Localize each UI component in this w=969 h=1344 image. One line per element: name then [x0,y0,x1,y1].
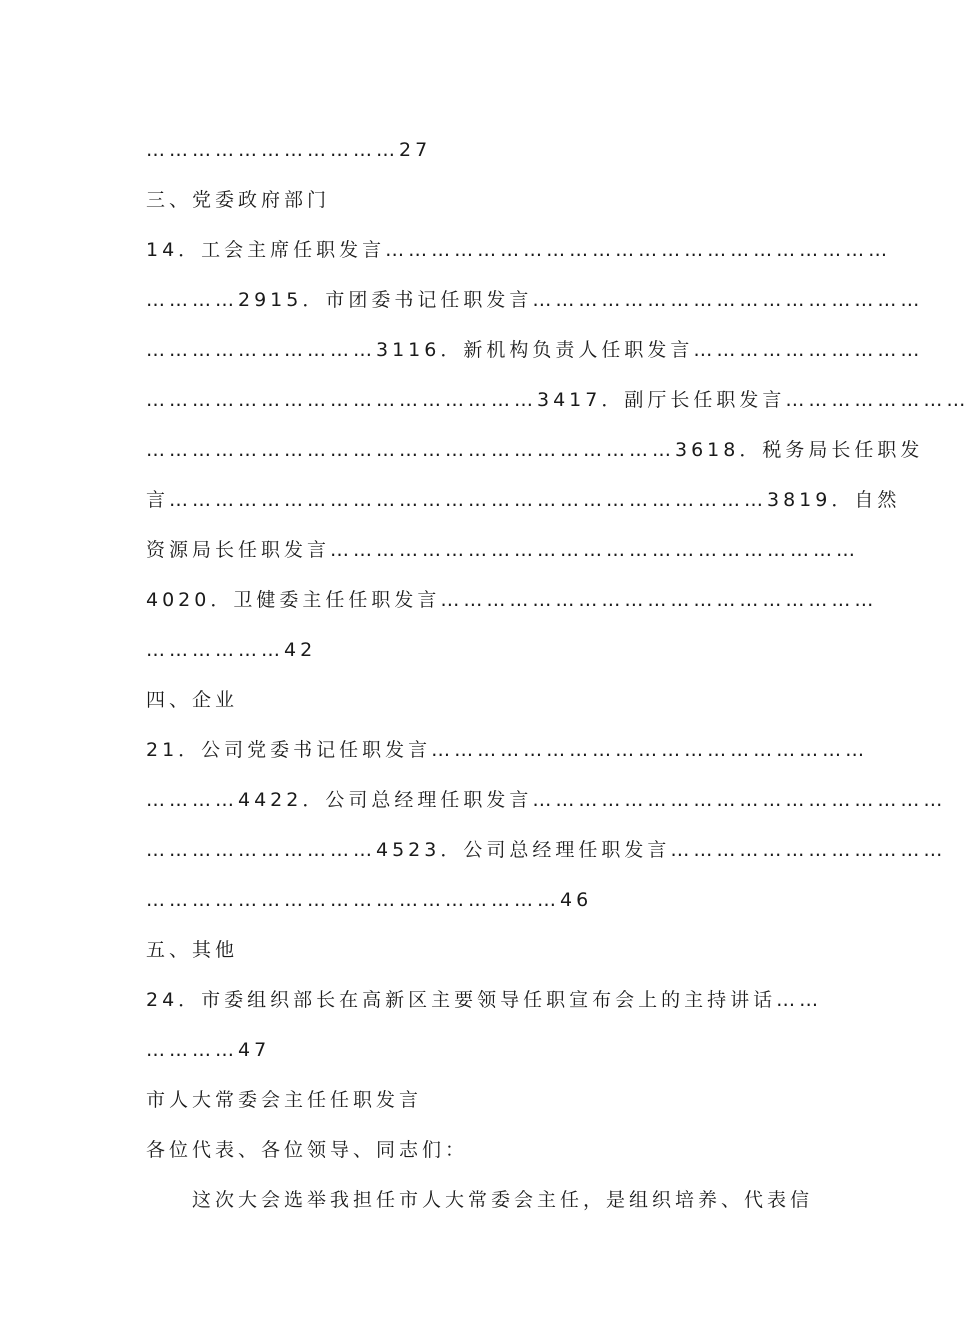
section-heading: 三、党委政府部门 [146,189,331,211]
toc-line: …………2915．市团委书记任职发言…………………………………………… [146,289,924,311]
body-paragraph: 这次大会选举我担任市人大常委会主任，是组织培养、代表信 [192,1189,814,1211]
toc-line: ……………………………………………3417．副厅长任职发言…………………… [146,389,969,411]
toc-line: 言……………………………………………………………………3819．自然 [146,489,901,511]
toc-line: 24．市委组织部长在高新区主要领导任职宣布会上的主持讲话…… [146,989,823,1011]
toc-line: 资源局长任职发言…………………………………………………………… [146,539,860,561]
salutation: 各位代表、各位领导、同志们： [146,1139,469,1161]
section-heading: 四、企业 [146,689,239,711]
toc-line: ……………………………27 [146,139,432,161]
toc-line: …………………………4523．公司总经理任职发言……………………………… [146,839,947,861]
toc-line: …………47 [146,1039,271,1061]
toc-line: 21．公司党委书记任职发言………………………………………………… [146,739,869,761]
toc-line: …………………………3116．新机构负责人任职发言………………………… [146,339,924,361]
toc-line: ………………42 [146,639,317,661]
section-heading: 五、其他 [146,939,239,961]
toc-line: 4020．卫健委主任任职发言………………………………………………… [146,589,878,611]
toc-line: 14．工会主席任职发言………………………………………………………… [146,239,892,261]
toc-line: …………4422．公司总经理任职发言……………………………………………… [146,789,947,811]
article-title: 市人大常委会主任任职发言 [146,1089,423,1111]
toc-line: ………………………………………………46 [146,889,593,911]
toc-line: ……………………………………………………………3618．税务局长任职发 [146,439,924,461]
